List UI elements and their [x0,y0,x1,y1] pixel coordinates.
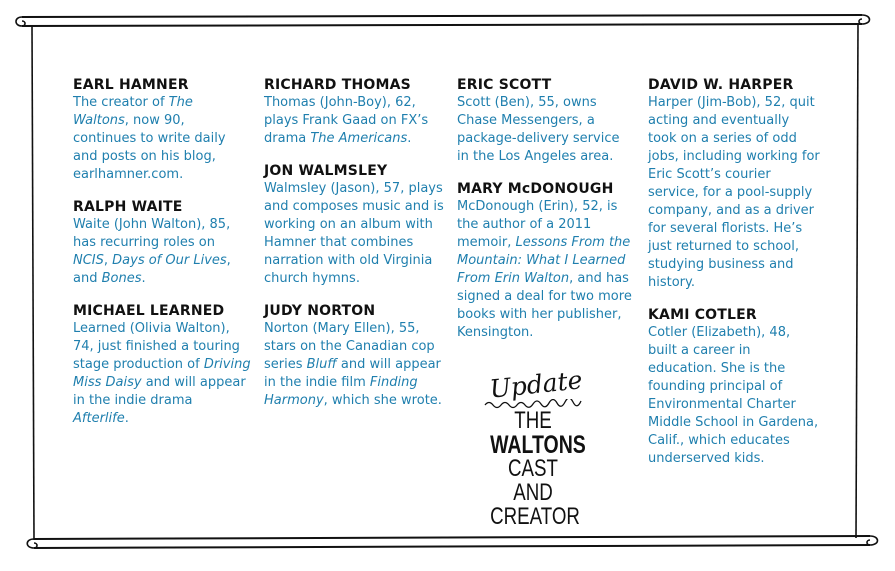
column-3 [457,76,633,356]
entry-richard-thomas [264,76,446,148]
update-line-cast: CAST AND [508,455,558,506]
column-2 [264,76,446,424]
cast-bio: Harper (Jim-Bob), 52, quit acting and eventually took on a series of odd jobs, including working for Eric Scott’s courier service, for a pool-supply company, and as a driver for several florists. He’s just returned to school, studying business and history. [648,95,820,290]
entry-ralph-waite [73,198,251,288]
entry-judy-norton [264,302,446,410]
cast-bio: Learned (Olivia Walton), 74, just finished a touring stage production of Driving Miss Daisy and will appear in the indie drama Afterlife. [73,321,251,426]
entry-earl-hamner [73,76,251,184]
entry-michael-learned [73,302,251,428]
column-1 [73,76,251,442]
update-badge [478,365,588,530]
cast-name: RICHARD THOMAS [264,77,411,93]
cast-bio: Scott (Ben), 55, owns Chase Messengers, a package-delivery service in the Los Angeles area. [457,95,620,164]
column-4 [648,76,820,482]
entry-mary-mcdonough [457,180,633,342]
cast-name: ERIC SCOTT [457,77,552,93]
update-line-the: THE [514,407,552,434]
cast-bio: The creator of The Waltons, now 90, continues to write daily and posts on his blog, earlhamner.com. [73,95,226,182]
entry-kami-cotler [648,306,820,468]
cast-bio: Cotler (Elizabeth), 48, built a career in education. She is the founding principal of Environmental Charter Middle School in Gardena, Calif., which educates underserved kids. [648,325,819,466]
cast-name: MARY McDONOUGH [457,181,614,197]
cast-bio: Thomas (John-Boy), 62, plays Frank Gaad on FX’s drama The Americans. [264,95,429,146]
cast-bio: McDonough (Erin), 52, is the author of a 2011 memoir, Lessons From the Mountain: What I Learned From Erin Walton, and has signed a deal for two more books with her publisher, Kensington. [457,199,632,340]
cast-bio: Walmsley (Jason), 57, plays and composes music and is working on an album with Hamner that combines narration with old Virginia church hymns. [264,181,444,286]
cast-name: RALPH WAITE [73,199,183,215]
update-line-waltons: WALTONS [490,431,586,459]
update-line-creator: CREATOR [490,503,580,530]
cast-name: MICHAEL LEARNED [73,303,225,319]
entry-jon-walmsley [264,162,446,288]
entry-eric-scott [457,76,633,166]
cast-bio: Waite (John Walton), 85, has recurring roles on NCIS, Days of Our Lives, and Bones. [73,217,231,286]
cast-name: JUDY NORTON [264,303,376,319]
update-heading: Update [488,365,584,404]
cast-name: JON WALMSLEY [264,163,388,179]
cast-bio: Norton (Mary Ellen), 55, stars on the Canadian cop series Bluff and will appear in the indie film Finding Harmony, which she wrote. [264,321,442,408]
cast-name: EARL HAMNER [73,77,189,93]
entry-david-harper [648,76,820,292]
cast-name: KAMI COTLER [648,307,757,323]
cast-name: DAVID W. HARPER [648,77,794,93]
